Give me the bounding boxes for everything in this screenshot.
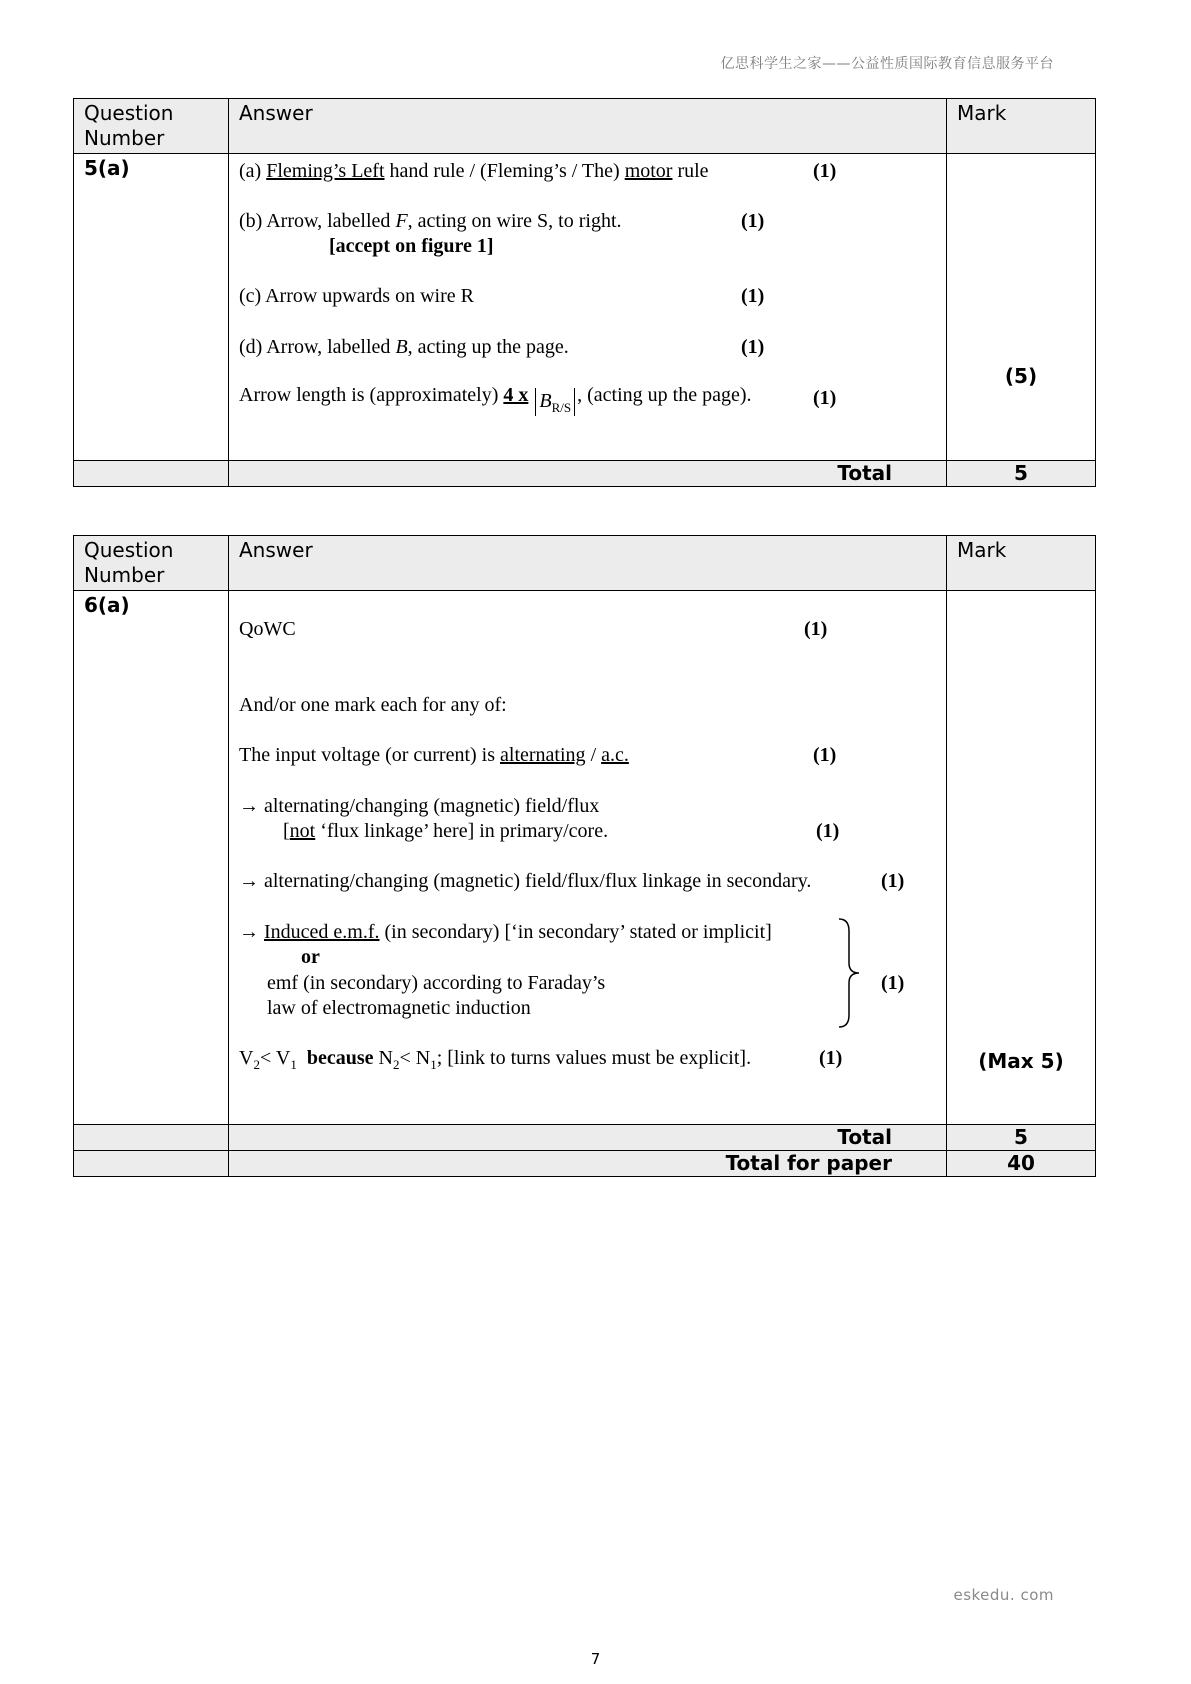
mark-line-3: (1) bbox=[881, 870, 905, 892]
total-value: 5 bbox=[947, 461, 1096, 487]
answer-line-4a: → Induced e.m.f. (in secondary) [‘in secondary’ stated or implicit] bbox=[239, 921, 772, 943]
mark-qowc: (1) bbox=[804, 618, 828, 640]
mark-total-bracket: (5) bbox=[1004, 364, 1038, 388]
answer-or: or bbox=[301, 946, 320, 968]
mark-max: (Max 5) bbox=[978, 1049, 1064, 1073]
footer-site: eskedu. com bbox=[953, 1586, 1054, 1604]
mark-b: (1) bbox=[741, 210, 765, 232]
answer-qowc: QoWC bbox=[239, 618, 296, 640]
total-paper-value: 40 bbox=[947, 1151, 1096, 1177]
magnitude-bars: $B_{R/S}$ bbox=[535, 388, 575, 416]
brace-icon bbox=[835, 917, 863, 1029]
total-paper-row bbox=[74, 1151, 1096, 1177]
answer-line-1: The input voltage (or current) is alternating / a.c. bbox=[239, 744, 629, 766]
header-answer: Answer bbox=[229, 536, 947, 591]
total-label: Total bbox=[229, 1125, 947, 1151]
total-row bbox=[74, 1125, 1096, 1151]
answer-line-c: (c) Arrow upwards on wire R bbox=[239, 285, 474, 307]
mark-line-1: (1) bbox=[813, 744, 837, 766]
answer-note-b: [accept on figure 1] bbox=[329, 235, 494, 257]
page-number: 7 bbox=[590, 1650, 601, 1668]
answer-line-2a: → alternating/changing (magnetic) field/flux bbox=[239, 795, 600, 817]
mark-c: (1) bbox=[741, 285, 765, 307]
answer-line-d: (d) Arrow, labelled B, acting up the page. bbox=[239, 336, 569, 358]
mark-line-4: (1) bbox=[881, 972, 905, 994]
answer-line-4b: emf (in secondary) according to Faraday’s bbox=[267, 972, 606, 994]
header-answer: Answer bbox=[229, 99, 947, 154]
mark-a: (1) bbox=[813, 160, 837, 182]
total-value: 5 bbox=[947, 1125, 1096, 1151]
question-number: 6(a) bbox=[74, 591, 229, 1125]
mark-e: (1) bbox=[813, 387, 837, 409]
mark-line-5: (1) bbox=[819, 1047, 843, 1069]
answer-line-4c: law of electromagnetic induction bbox=[267, 997, 531, 1019]
answer-line-b: (b) Arrow, labelled F, acting on wire S, to right. bbox=[239, 210, 622, 232]
answer-line-e: Arrow length is (approximately) 4 x $B_{R/S}$, (acting up the page). bbox=[239, 384, 752, 415]
header-question-number: Question Number bbox=[74, 536, 229, 591]
mark-d: (1) bbox=[741, 336, 765, 358]
question-number: 5(a) bbox=[74, 154, 229, 461]
mark-cell bbox=[947, 591, 1096, 1125]
header-mark: Mark bbox=[947, 99, 1096, 154]
total-row bbox=[74, 461, 1096, 487]
answer-intro: And/or one mark each for any of: bbox=[239, 694, 507, 716]
total-label: Total bbox=[229, 461, 947, 487]
header-question-number: Question Number bbox=[74, 99, 229, 154]
header-note: 亿思科学生之家——公益性质国际教育信息服务平台 bbox=[720, 56, 1054, 72]
answer-line-5: $V_2< V_1$ because $N_2< N_1$; [link to turns values must be explicit]. bbox=[239, 1047, 752, 1072]
total-paper-label: Total for paper bbox=[229, 1151, 947, 1177]
mark-scheme-table-q6 bbox=[73, 535, 1096, 1177]
answer-line-2b: [not ‘flux linkage’ here] in primary/core. bbox=[283, 820, 609, 842]
answer-line-a: (a) Fleming’s Left hand rule / (Fleming’s / The) motor rule bbox=[239, 160, 709, 182]
mark-scheme-table-q5 bbox=[73, 98, 1096, 487]
answer-line-3: → alternating/changing (magnetic) field/flux/flux linkage in secondary. bbox=[239, 870, 812, 892]
answer-cell bbox=[229, 591, 947, 1125]
answer-cell bbox=[229, 154, 947, 461]
mark-cell bbox=[947, 154, 1096, 461]
mark-line-2: (1) bbox=[816, 820, 840, 842]
header-mark: Mark bbox=[947, 536, 1096, 591]
